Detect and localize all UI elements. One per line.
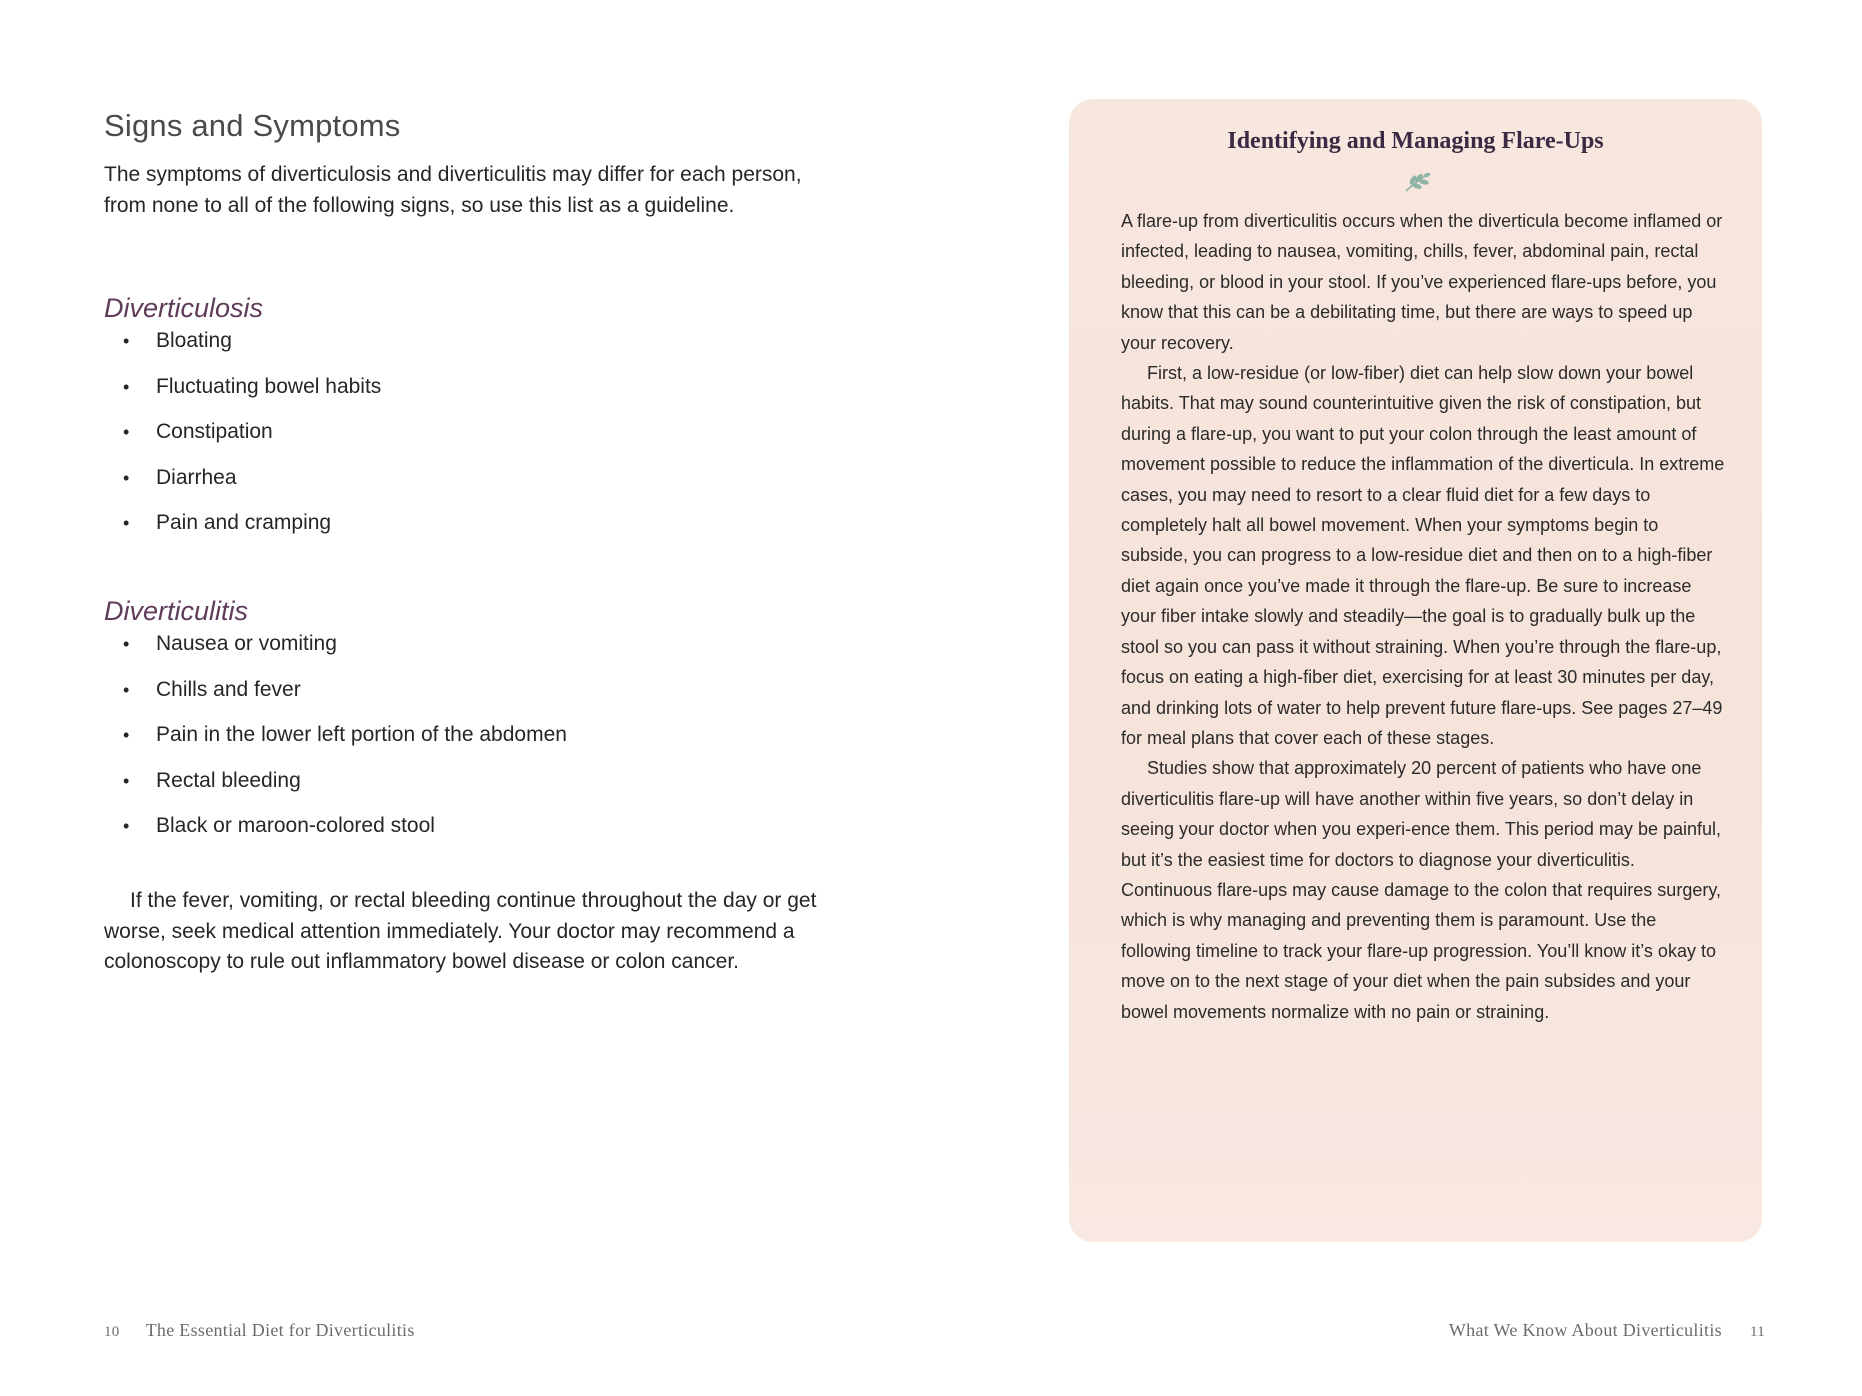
- list-item: • Chills and fever: [120, 675, 567, 721]
- diverticulitis-list: [120, 629, 567, 857]
- list-item: • Diarrhea: [120, 463, 381, 509]
- sidebar-paragraph: A flare-up from diverticulitis occurs when the diverticula become inflamed or infected, leading to nausea, vomiting, chills, fever, abdominal pain, rectal bleeding, or blood in your stool. If you’ve experienced flare-ups before, you know that this can be a debilitating time, but there are ways to speed up your recovery.: [1121, 211, 1723, 353]
- book-title: The Essential Diet for Diverticulitis: [145, 1320, 415, 1340]
- bullet-icon: •: [123, 422, 130, 443]
- list-item: • Constipation: [120, 417, 381, 463]
- closing-paragraph: If the fever, vomiting, or rectal bleeding continue throughout the day or get worse, seek medical attention immediately. Your doctor may recommend a colonoscopy to rule out inflammatory bowel disease or colon cancer.: [104, 889, 817, 973]
- list-item: • Pain and cramping: [120, 508, 381, 554]
- chapter-title: What We Know About Diverticulitis: [1448, 1320, 1722, 1340]
- sidebar-paragraph: First, a low-residue (or low-fiber) diet can help slow down your bowel habits. That may sound counterintuitive given the risk of constipation, but during a flare-up, you want to put your colon through the least amount of movement possible to reduce the inflammation of the diverticula. In extreme cases, you may need to resort to a clear fluid diet for a few days to completely halt all bowel movement. When your symptoms begin to subside, you can progress to a low-residue diet and then on to a high-fiber diet again once you’ve made it through the flare-up. Be sure to increase your fiber intake slowly and steadily—the goal is to gradually bulk up the stool so you can pass it without straining. When you’re through the flare-up, focus on eating a high-fiber diet, exercising for at least 30 minutes per day, and drinking lots of water to help prevent future flare-ups. See pages 27–49 for meal plans that cover each of these stages.: [1121, 363, 1725, 748]
- bullet-icon: •: [123, 816, 130, 837]
- sidebar-box: [1069, 99, 1762, 1242]
- bullet-icon: •: [123, 376, 130, 397]
- list-item: • Pain in the lower left portion of the abdomen: [120, 720, 567, 766]
- bullet-icon: •: [123, 679, 130, 700]
- bullet-icon: •: [123, 331, 130, 351]
- leaf-icon: [1402, 169, 1432, 195]
- bullet-icon: •: [123, 634, 130, 654]
- bullet-icon: •: [123, 770, 130, 791]
- subheading-diverticulitis: Diverticulitis: [104, 596, 249, 626]
- footer-right: [1449, 1320, 1765, 1341]
- sidebar-paragraph: Studies show that approximately 20 percent of patients who have one diverticulitis flare-up will have another within five years, so don’t delay in seeing your doctor when you experi-ence them. This period may be painful, but it’s the easiest time for doctors to diagnose your diverticulitis. Continuous flare-ups may cause damage to the colon that requires surgery, which is why managing and preventing them is paramount. Use the following timeline to track your flare-up progression. You’ll know it’s okay to move on to the next stage of your diet when the pain subsides and your bowel movements normalize with no pain or straining.: [1121, 758, 1722, 1022]
- diverticulosis-list: [120, 326, 381, 554]
- bullet-icon: •: [123, 467, 130, 488]
- list-item: • Bloating: [120, 326, 381, 372]
- list-item: • Fluctuating bowel habits: [120, 372, 381, 418]
- intro-paragraph: The symptoms of diverticulosis and diverticulitis may differ for each person, from none to all of the following signs, so use this list as a guideline.: [104, 163, 802, 217]
- page-number: 11: [1749, 1324, 1765, 1340]
- right-page: [931, 0, 1862, 1396]
- sidebar-title: Identifying and Managing Flare-Ups: [1227, 128, 1604, 154]
- sidebar-body: [1121, 206, 1726, 1027]
- list-item: • Black or maroon-colored stool: [120, 811, 567, 857]
- bullet-icon: •: [123, 725, 130, 746]
- bullet-icon: •: [123, 513, 130, 534]
- subheading-diverticulosis: Diverticulosis: [104, 293, 264, 323]
- list-item: • Nausea or vomiting: [120, 629, 567, 675]
- section-heading: Signs and Symptoms: [104, 108, 401, 143]
- page-number: 10: [104, 1324, 120, 1340]
- footer-left: [104, 1320, 415, 1341]
- list-item: • Rectal bleeding: [120, 766, 567, 812]
